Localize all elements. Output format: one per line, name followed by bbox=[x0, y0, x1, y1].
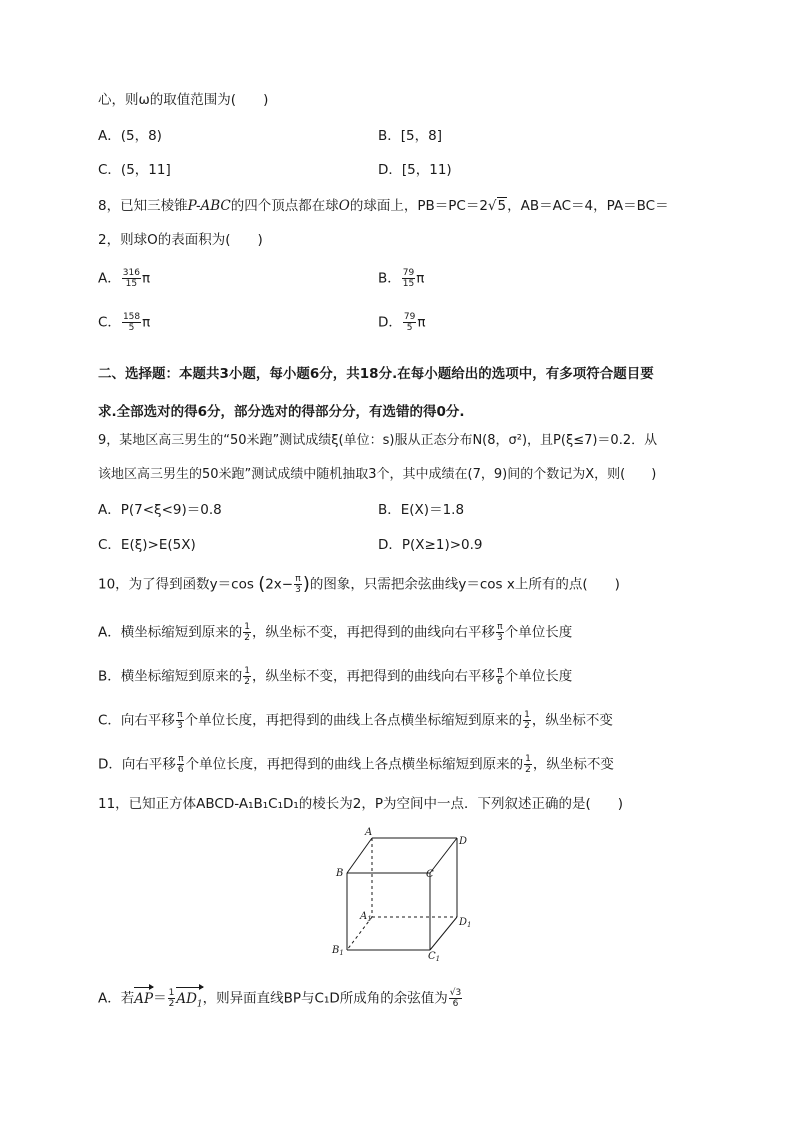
q10-b-3: 个单位长度 bbox=[504, 668, 573, 685]
q10-c-3: ，纵坐标不变 bbox=[531, 712, 613, 729]
q10-b-2: ，纵坐标不变，再把得到的曲线向右平移 bbox=[252, 668, 495, 685]
q10-c-pi: π bbox=[177, 710, 183, 720]
cube-figure bbox=[320, 825, 480, 965]
q10-option-a bbox=[98, 622, 572, 643]
q10-post: 的图象，只需把余弦曲线y＝cos x上所有的点( ) bbox=[309, 576, 620, 593]
q8-c-frac bbox=[122, 312, 141, 333]
q11-ad: AD bbox=[176, 990, 197, 1007]
q9-stem-line2: 该地区高三男生的50米跑”测试成绩中随机抽取3个，其中成绩在(7，9)间的个数记为X，则( ) bbox=[98, 467, 657, 482]
q10-a-pi: π bbox=[497, 622, 503, 632]
q11-one: 1 bbox=[168, 988, 175, 998]
q8-stem-line1 bbox=[98, 196, 669, 216]
q10-pi: π bbox=[295, 574, 301, 584]
q8-a-num: 316 bbox=[122, 268, 140, 278]
q8-a-den: 15 bbox=[125, 279, 138, 289]
q10-a-3: 个单位长度 bbox=[504, 624, 573, 641]
sqrt-symbol: √5 bbox=[487, 198, 507, 214]
q10-a-2: ，纵坐标不变，再把得到的曲线向右平移 bbox=[251, 624, 495, 641]
q10-option-d bbox=[98, 754, 614, 775]
q11-six: 6 bbox=[452, 999, 459, 1009]
q10-d-six: 6 bbox=[177, 765, 184, 775]
q10-c-two: 2 bbox=[524, 721, 530, 731]
q11-vec-ap: AP bbox=[134, 990, 154, 1007]
q11-ad-sub: 1 bbox=[196, 999, 203, 1010]
q8-b-frac bbox=[402, 268, 415, 289]
q11-eq: ＝ bbox=[153, 990, 167, 1007]
vertex-label-d: D bbox=[459, 836, 468, 847]
q8-d-frac bbox=[403, 312, 416, 333]
q7-option-d: D．[5，11) bbox=[378, 162, 452, 178]
q10-d-1: D．向右平移 bbox=[98, 756, 176, 773]
q8-text-2: 的四个顶点都在球 bbox=[230, 198, 339, 214]
q10-c-one: 1 bbox=[524, 710, 530, 720]
q8-b-label: B． bbox=[378, 270, 401, 287]
q8-cond2: ，AB＝AC＝4，PA＝BC＝ bbox=[507, 198, 669, 214]
q8-option-d bbox=[378, 312, 426, 333]
q10-d-two: 2 bbox=[525, 765, 531, 775]
q10-option-b bbox=[98, 666, 572, 687]
q10-b-two: 2 bbox=[244, 677, 250, 687]
q10-a-1: A．横坐标缩短到原来的 bbox=[98, 624, 243, 641]
q8-a-pi: π bbox=[141, 270, 151, 287]
q10-d-half bbox=[524, 754, 532, 775]
q10-c-2: 个单位长度，再把得到的曲线上各点横坐标缩短到原来的 bbox=[184, 712, 523, 729]
q10-option-c bbox=[98, 710, 613, 731]
q10-c-pi3 bbox=[176, 710, 184, 731]
q8-sqrt5: 5 bbox=[497, 198, 507, 214]
q8-option-b bbox=[378, 268, 424, 289]
q8-o: O bbox=[338, 198, 350, 214]
q8-option-a bbox=[98, 268, 150, 289]
q10-b-one: 1 bbox=[244, 666, 250, 676]
q10-a-one: 1 bbox=[244, 622, 250, 632]
edge-c1d1 bbox=[430, 917, 457, 950]
q7-option-c: C．(5，11] bbox=[98, 162, 171, 178]
q9-option-b: B．E(X)＝1.8 bbox=[378, 502, 465, 518]
vertex-label-c1: $C_1$ bbox=[428, 951, 441, 963]
q11-two: 2 bbox=[168, 999, 175, 1009]
q8-c-pi: π bbox=[142, 314, 151, 331]
q7-tail: 心，则ω的取值范围为( ) bbox=[98, 92, 269, 108]
q11-option-a bbox=[98, 988, 463, 1014]
q10-d-3: ，纵坐标不变 bbox=[532, 756, 614, 773]
q10-c-three: 3 bbox=[176, 721, 183, 731]
q10-b-six: 6 bbox=[497, 677, 503, 687]
q8-c-den: 5 bbox=[128, 323, 135, 333]
edge-ab bbox=[347, 838, 372, 873]
q9-option-c: C．E(ξ)>E(5X) bbox=[98, 537, 196, 553]
q11-stem: 11，已知正方体ABCD-A₁B₁C₁D₁的棱长为2，P为空间中一点．下列叙述正确的是( ) bbox=[98, 796, 624, 812]
section2-heading-line2: 求.全部选对的得6分，部分选对的得部分分，有选错的得0分. bbox=[98, 404, 465, 420]
q8-option-c bbox=[98, 312, 150, 333]
q8-c-label: C． bbox=[98, 314, 121, 331]
q10-d-pi: π bbox=[178, 754, 184, 764]
vertex-label-b: B bbox=[336, 868, 344, 879]
q8-d-den: 5 bbox=[406, 323, 413, 333]
q10-stem bbox=[98, 574, 620, 595]
q9-stem-line1: 9，某地区高三男生的“50米跑”测试成绩ξ(单位：s)服从正态分布N(8，σ²)，且P(ξ≤7)＝0.2．从 bbox=[98, 433, 658, 448]
q10-a-two: 2 bbox=[244, 633, 250, 643]
q8-text-1: 8，已知三棱锥 bbox=[98, 198, 188, 214]
q10-a-pi3 bbox=[496, 622, 504, 643]
q8-d-num: 79 bbox=[403, 312, 416, 322]
q10-c-1: C．向右平移 bbox=[98, 712, 175, 729]
q10-b-pi: π bbox=[497, 666, 503, 676]
q8-d-pi: π bbox=[417, 314, 426, 331]
q10-a-three: 3 bbox=[496, 633, 503, 643]
vertex-label-c: C bbox=[426, 869, 434, 880]
q10-b-1: B．横坐标缩短到原来的 bbox=[98, 668, 243, 685]
q11-vec-ad1 bbox=[176, 989, 202, 1015]
q10-c-half bbox=[523, 710, 531, 731]
q10-three: 3 bbox=[295, 585, 301, 595]
vertex-label-b1: $B_1$ bbox=[332, 945, 344, 957]
q11-sqrt3: √3 bbox=[449, 988, 462, 998]
q8-a-frac bbox=[122, 268, 141, 289]
left-paren: ( bbox=[258, 573, 266, 595]
q8-b-pi: π bbox=[416, 270, 425, 287]
q7-option-b: B．[5，8] bbox=[378, 128, 442, 144]
q8-tetra: P-ABC bbox=[187, 198, 231, 214]
section2-heading-line1: 二、选择题：本题共3小题，每小题6分，共18分.在每小题给出的选项中，有多项符合题目要 bbox=[98, 366, 654, 382]
q10-pre: 10，为了得到函数y＝cos bbox=[98, 576, 254, 593]
q10-arg: 2x− bbox=[265, 576, 294, 593]
vertex-label-a1: $A_1$ bbox=[360, 911, 372, 923]
q8-stem-line2: 2，则球O的表面积为( ) bbox=[98, 232, 263, 248]
q9-option-a: A．P(7<ξ<9)＝0.8 bbox=[98, 502, 222, 518]
q11-a-2: ，则异面直线BP与C₁D所成角的余弦值为 bbox=[202, 990, 448, 1007]
q10-a-half bbox=[243, 622, 251, 643]
q9-option-d: D．P(X≥1)>0.9 bbox=[378, 537, 483, 553]
q8-d-label: D． bbox=[378, 314, 402, 331]
q8-b-num: 79 bbox=[402, 268, 415, 278]
q7-option-a: A．(5，8) bbox=[98, 128, 162, 144]
vertex-label-d1: $D_1$ bbox=[459, 917, 472, 929]
q8-a-label: A． bbox=[98, 270, 121, 287]
q10-b-half bbox=[243, 666, 251, 687]
q11-half bbox=[168, 988, 176, 1009]
q8-b-den: 15 bbox=[402, 279, 415, 289]
q8-c-num: 158 bbox=[122, 312, 141, 322]
q10-b-pi6 bbox=[496, 666, 504, 687]
q10-d-one: 1 bbox=[525, 754, 531, 764]
right-paren: ) bbox=[302, 573, 310, 595]
q8-text-3: 的球面上， bbox=[349, 198, 418, 214]
q8-cond: PB＝PC＝2 bbox=[417, 198, 488, 214]
q10-d-pi6 bbox=[177, 754, 185, 775]
q10-frac-pi3 bbox=[294, 574, 302, 595]
q11-sqrt3-over-6 bbox=[449, 988, 462, 1009]
q11-a-1: A．若 bbox=[98, 990, 135, 1007]
edge-dc bbox=[430, 838, 457, 873]
q10-d-2: 个单位长度，再把得到的曲线上各点横坐标缩短到原来的 bbox=[185, 756, 524, 773]
vertex-label-a: A bbox=[365, 827, 373, 838]
